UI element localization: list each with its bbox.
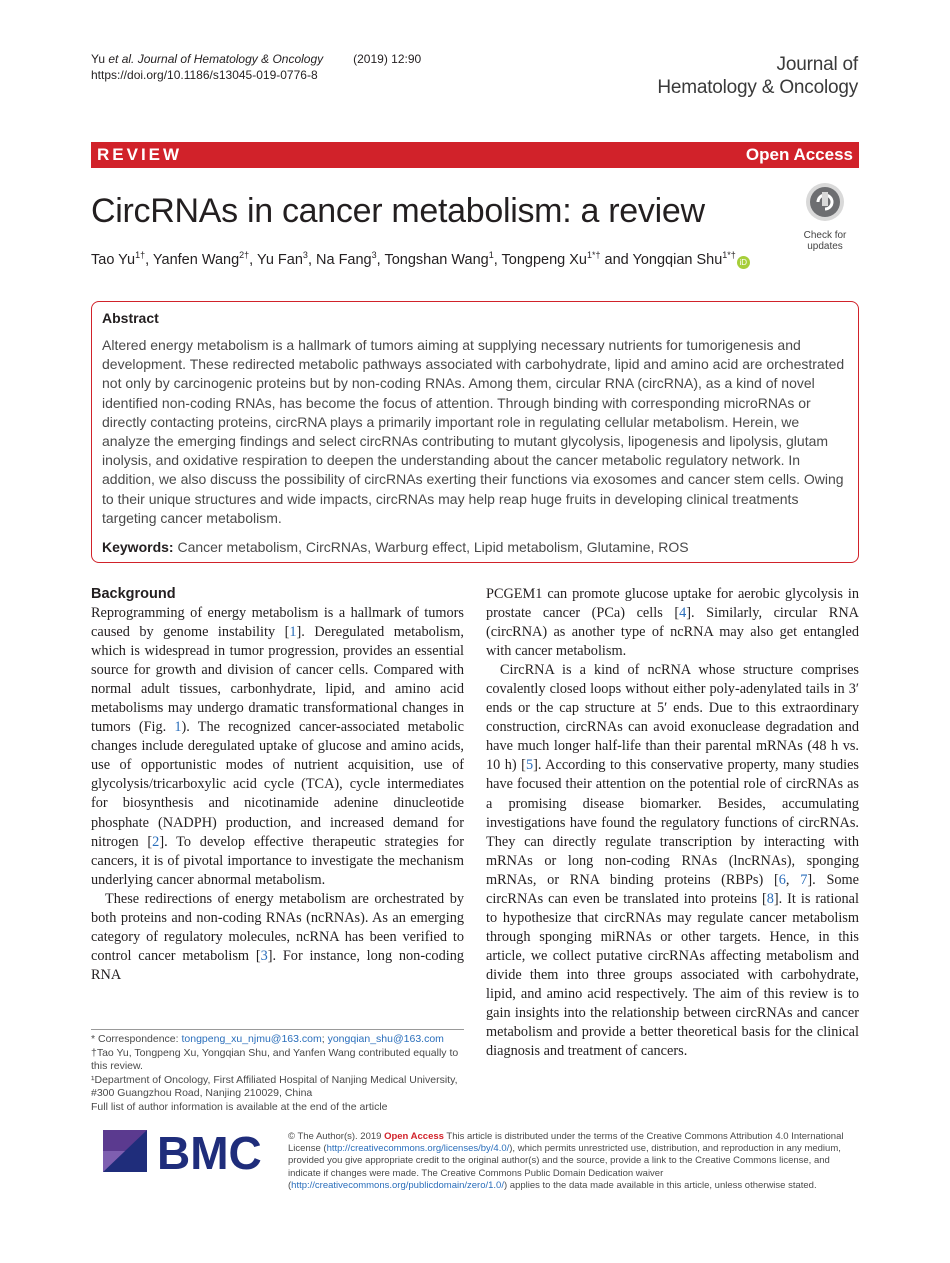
- citation-line: [91, 51, 421, 67]
- author-separator: ,: [249, 251, 257, 268]
- author-name: Tongpeng Xu: [501, 251, 587, 268]
- author-name: Yanfen Wang: [152, 251, 240, 268]
- citation-etal: et al.: [108, 52, 135, 66]
- keywords: [102, 538, 689, 557]
- journal-line-1: Journal of: [776, 54, 858, 75]
- keywords-label: Keywords:: [102, 539, 174, 555]
- correspondence-label: * Correspondence:: [91, 1033, 182, 1045]
- text-run: ,: [785, 871, 801, 888]
- affiliation-note: ¹Department of Oncology, First Affiliated Hospital of Nanjing Medical University, #300 Guangzhou Road, Nanjing 210029, China: [91, 1073, 458, 1100]
- citation-journal: Journal of Hematology & Oncology: [134, 52, 324, 66]
- bmc-logo-icon: [101, 1130, 271, 1174]
- author-name: Tongshan Wang: [384, 251, 489, 268]
- reference-link[interactable]: 4: [679, 605, 687, 622]
- check-for-updates-badge[interactable]: [791, 181, 859, 252]
- doi-link[interactable]: https://doi.org/10.1186/s13045-019-0776-8: [91, 68, 318, 82]
- citation-header: [91, 51, 421, 83]
- author-name: Yu Fan: [256, 251, 303, 268]
- author-affiliation-mark: 1*†: [722, 250, 736, 260]
- text-run: ]. Some circRNAs can even be translated into proteins [: [486, 871, 860, 907]
- text-run: PCGEM1 can promote glucose uptake for aerobic glycolysis in prostate cancer (PCa) cells [: [486, 586, 859, 622]
- email-link[interactable]: yongqian_shu@163.com: [327, 1033, 444, 1045]
- author-separator: and: [600, 251, 633, 268]
- author-affiliation-mark: 2†: [239, 250, 250, 260]
- badge-line-1: Check for: [803, 230, 847, 241]
- author-name: Yongqian Shu: [632, 251, 723, 268]
- text-run: ]. For instance, long non-coding RNA: [91, 947, 464, 983]
- bmc-logo: [101, 1130, 271, 1174]
- keywords-list: Cancer metabolism, CircRNAs, Warburg effect, Lipid metabolism, Glutamine, ROS: [173, 539, 689, 555]
- abstract-text: Altered energy metabolism is a hallmark of tumors aiming at supplying necessary nutrients for tumorigenesis and development. These redirected metabolic pathways associated with carbohydrate, lipid and amino acid are orchestrated not only by carcinogenic proteins but by non-coding RNAs. Among them, circular RNA (circRNA), as a kind of novel identified non-coding RNAs, has become the focus of attention. Through binding with corresponding microRNAs or directly contacting proteins, circRNA plays a primarily important role in regulating cellular metabolism. Herein, we analyze the emerging findings and select circRNAs contributing to mutant glycolysis, lipogenesis and lipolysis, glutam inolysis, and oxidative respiration to deepen the understanding about the cancer metabolic regulatory network. In addition, we also discuss the possibility of circRNAs exerting their functions via exosomes and cancer stem cells. Owing to their unique structures and wide impacts, circRNAs may help reap huge fruits in developing clinical treatments targeting cancer metabolism.: [102, 337, 845, 526]
- text-run: ). The recognized cancer-associated metabolic changes include deregulated uptake of glucose and amino acids, use of opportunistic modes of nutrient acquisition, use of glycolysis/tricarboxylic acid cycle (TCA), cycle intermediates for biosynthesis and nicotinamide adenine dinucleotide phosphate (NADPH) production, and increased demand for nitrogen [: [91, 719, 464, 850]
- badge-line-2: updates: [807, 241, 843, 252]
- author-affiliation-mark: 1*†: [586, 250, 601, 260]
- text-run: These redirections of energy metabolism are orchestrated by both proteins and non-coding RNAs (ncRNAs). As an emerging category of regulatory molecules, ncRNA has been verified to control cancer metabolism [: [91, 890, 464, 964]
- footnotes: [91, 1029, 464, 1115]
- author-separator: ,: [493, 251, 502, 268]
- article-type-label: REVIEW: [97, 145, 183, 164]
- text-run: ]. It is rational to hypothesize that circRNAs may regulate cancer metabolism through sponging miRNAs or other targets. Hence, in this article, we collect putative circRNAs affecting metabolism and divide them into three groups associated with carbohydrate, lipid, and amino acid respectively. The aim of this review is to gain insights into the relationship between circRNAs and cancer metabolism and provide a better theoretical basis for the clinical diagnosis and treatment of cancers.: [486, 890, 859, 1060]
- section-heading-background: Background: [91, 586, 176, 602]
- check-for-updates-label: [791, 230, 859, 252]
- paragraph: [486, 661, 859, 1061]
- author-affiliation-mark: 3: [302, 250, 308, 260]
- reference-link[interactable]: 8: [766, 890, 774, 907]
- abstract-heading: Abstract: [102, 310, 159, 326]
- check-for-updates-icon: [803, 181, 847, 223]
- correspondence: [91, 1033, 464, 1047]
- text-run: ) applies to the data made available in this article, unless otherwise stated.: [503, 1179, 817, 1191]
- full-author-info-note: Full list of author information is available at the end of the article: [91, 1100, 388, 1113]
- email-separator: ;: [321, 1033, 328, 1045]
- citation-author: Yu: [91, 52, 109, 66]
- article-title: CircRNAs in cancer metabolism: a review: [91, 192, 705, 230]
- orcid-icon[interactable]: iD: [737, 256, 750, 269]
- paragraph: [486, 585, 859, 661]
- reference-link[interactable]: 1: [174, 719, 182, 736]
- open-access-label: Open Access: [745, 145, 853, 164]
- abstract-box: [91, 301, 859, 563]
- author-affiliation-mark: 1†: [135, 250, 146, 260]
- text-run: Reprogramming of energy metabolism is a hallmark of tumors caused by genome instability [: [91, 605, 464, 641]
- author-affiliation-mark: 3: [371, 250, 377, 260]
- text-run: ]. Similarly, circular RNA (circRNA) as another type of ncRNA may also get entangled with cancer metabolism.: [486, 605, 859, 660]
- author-separator: ,: [376, 251, 385, 268]
- text-run: © The Author(s). 2019: [288, 1131, 385, 1142]
- reference-link[interactable]: 1: [289, 624, 297, 641]
- reference-link[interactable]: 7: [800, 871, 808, 888]
- license-link[interactable]: http://creativecommons.org/publicdomain/zero/1.0/: [291, 1179, 504, 1191]
- author-separator: ,: [307, 251, 316, 268]
- text-run: CircRNA is a kind of ncRNA whose structure comprises covalently closed loops without either poly-adenylated tails in 3′ ends or the cap structure at 5′ ends. Due to this extraordinary construction, circRNAs can avoid exonuclease degradation and have much longer half-life than their parental mRNAs (48 h vs. 10 h) [: [486, 662, 859, 774]
- open-access-emphasis: Open Access: [384, 1131, 444, 1142]
- author-name: Na Fang: [316, 251, 372, 268]
- reference-link[interactable]: 2: [152, 833, 160, 850]
- author-separator: ,: [145, 251, 153, 268]
- equal-contribution-note: †Tao Yu, Tongpeng Xu, Yongqian Shu, and Yanfen Wang contributed equally to this review.: [91, 1046, 459, 1073]
- article-type-banner: [91, 142, 859, 168]
- text-run: This article is distributed under the terms of the Creative Commons Attribution 4.0 International License (: [288, 1131, 844, 1155]
- text-run: ), which permits unrestricted use, distribution, and reproduction in any medium, provided you give appropriate credit to the original author(s) and the source, provide a link to the Creative Commons license, and indicate if changes were made. The Creative Commons Public Domain Dedication waiver (: [288, 1143, 841, 1191]
- reference-link[interactable]: 3: [260, 947, 268, 964]
- author-affiliation-mark: 1: [488, 250, 494, 260]
- license-link[interactable]: http://creativecommons.org/licenses/by/4.0/: [326, 1143, 510, 1155]
- body-column-left: [91, 585, 464, 985]
- text-run: ]. To develop effective therapeutic strategies for cancers, it is of pivotal importance to investigate the mechanism underlying cancer abnormal metabolism.: [91, 833, 464, 888]
- body-column-right: [486, 585, 859, 1061]
- reference-link[interactable]: 6: [778, 871, 786, 888]
- bmc-logo-text: BMC: [157, 1130, 262, 1174]
- paragraph: [91, 604, 464, 890]
- text-run: ]. According to this conservative property, many studies have focused their attention on the potential role of circRNAs as a promising disease biomarker. Besides, accumulating investigations have found the regulatory functions of circRNAs. They can directly regulate transcription by interacting with mRNAs or long non-coding RNAs (lncRNAs), sponging mRNAs, or RNA binding proteins (RBPs) [: [486, 757, 859, 888]
- author-name: Tao Yu: [91, 251, 136, 268]
- citation-year: (2019) 12:90: [353, 52, 422, 66]
- license-statement: [288, 1131, 858, 1192]
- journal-line-2: Hematology & Oncology: [657, 77, 858, 98]
- text-run: ]. Deregulated metabolism, which is widespread in tumor progression, provides an essential source for growth and division of cancer cells. Compared with normal adult tissues, carbonhydrate, lipid, and amino acid metabolisms may undergo dramatic transformational changes in tumors (Fig.: [91, 624, 464, 736]
- journal-name: [657, 53, 858, 99]
- email-link[interactable]: tongpeng_xu_njmu@163.com: [181, 1033, 322, 1045]
- author-list: [91, 245, 750, 270]
- reference-link[interactable]: 5: [525, 757, 534, 774]
- paragraph: [91, 890, 464, 985]
